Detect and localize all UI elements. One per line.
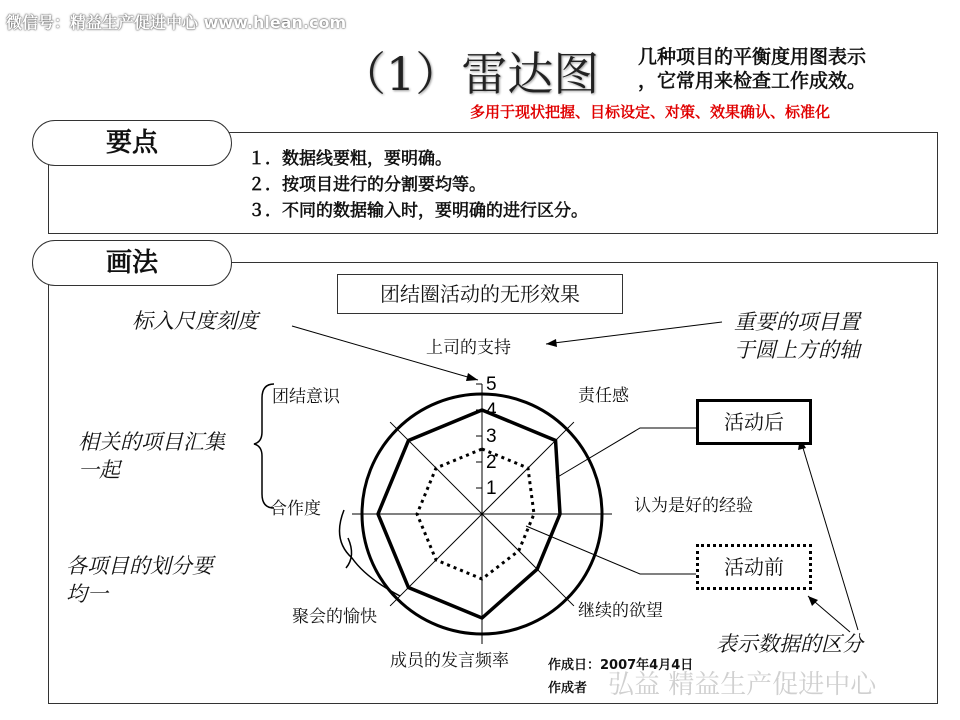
axis-label-cooperation: 合作度 (270, 499, 321, 519)
axis-label-speaking-frequency: 成员的发言频率 (390, 651, 509, 671)
group-note-line-2: 一起 (78, 458, 120, 482)
footer-date: 作成日：2007年4月4日 (548, 658, 694, 673)
legend-before: 活动前 (696, 544, 812, 590)
description-line-1: 几种项目的平衡度用图表示 (638, 46, 867, 68)
scale-tick-label: 2 (486, 452, 497, 473)
legend-note-arrowhead-2 (808, 596, 818, 606)
after-connector-line (556, 428, 696, 478)
watermark-top: 微信号：精益生产促进中心 www.hlean.com (6, 13, 347, 32)
footer-author: 作成者 (548, 681, 588, 696)
point-item-1: １．数据线要粗，要明确。 (248, 149, 452, 169)
usage-note: 多用于现状把握、目标设定、对策、效果确认、标准化 (470, 103, 831, 121)
axis-label-gathering-enjoyment: 聚会的愉快 (292, 607, 377, 627)
axis-label-superior-support: 上司的支持 (426, 338, 511, 358)
equal-note-line-1: 各项目的划分要 (66, 554, 213, 578)
scale-note: 标入尺度刻度 (132, 309, 258, 333)
point-item-3: ３．不同的数据输入时，要明确的进行区分。 (248, 201, 588, 221)
points-section-label: 要点 (32, 120, 232, 166)
top-axis-note-arrowhead (546, 339, 557, 347)
legend-note: 表示数据的区分 (716, 632, 863, 656)
point-item-2: ２．按项目进行的分割要均等。 (248, 175, 486, 195)
description-line-2: ，它常用来检查工作成效。 (638, 70, 867, 92)
axis-label-continue-desire: 继续的欲望 (578, 601, 663, 621)
group-bracket (254, 384, 274, 508)
watermark-bottom: 弘益 精益生产促进中心 (608, 670, 877, 700)
page-title: （1）雷达图 (340, 47, 600, 101)
equal-note-line-2: 均一 (66, 582, 108, 606)
top-axis-note-line-2: 于圆上方的轴 (734, 338, 860, 362)
axis-label-good-experience: 认为是好的经验 (634, 496, 753, 516)
axis-label-unity: 团结意识 (272, 387, 340, 407)
scale-tick-label: 4 (486, 400, 497, 421)
axis-label-responsibility: 责任感 (578, 386, 629, 406)
legend-note-arrow-1 (800, 438, 858, 630)
scale-tick-label: 3 (486, 426, 497, 447)
chart-title: 团结圈活动的无形效果 (337, 274, 623, 314)
top-axis-note-line-1: 重要的项目置 (734, 310, 860, 334)
group-note-line-1: 相关的项目汇集 (78, 430, 225, 454)
scale-note-arrowhead (466, 373, 478, 381)
radar-axis-line (482, 514, 574, 606)
top-axis-note-arrow (546, 322, 722, 344)
legend-after: 活动后 (696, 399, 812, 445)
method-section-label: 画法 (32, 240, 232, 286)
scale-tick-label: 1 (486, 478, 497, 499)
scale-tick-label: 5 (486, 374, 497, 395)
